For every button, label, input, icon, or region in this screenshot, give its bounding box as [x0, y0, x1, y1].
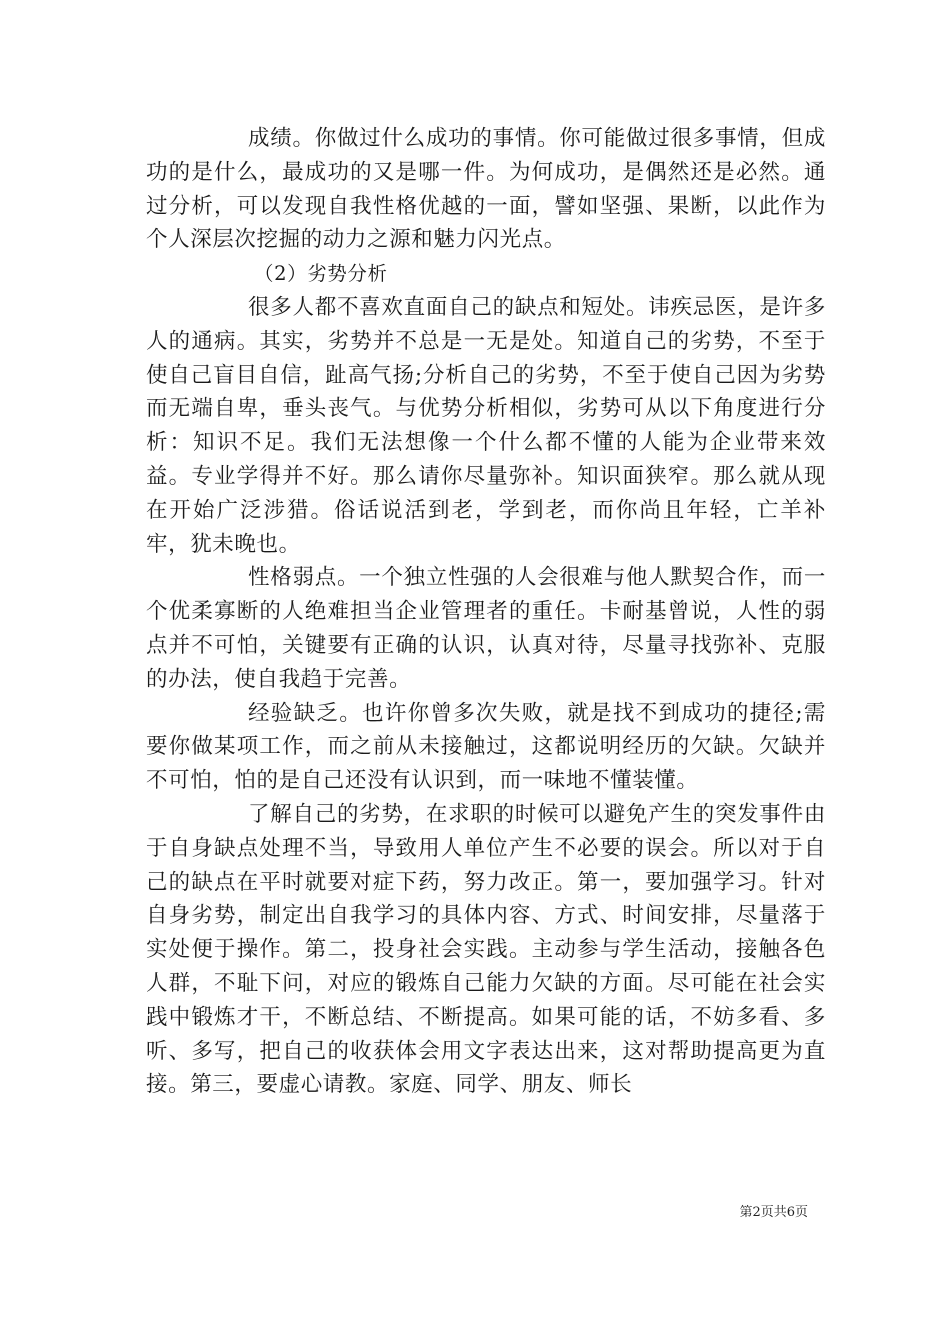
document-body [146, 122, 826, 1102]
page-number: 第2页共6页 [739, 1205, 808, 1220]
paragraph-lack-of-experience: 经验缺乏。也许你曾多次失败，就是找不到成功的捷径;需要你做某项工作，而之前从未接触过，这都说明经历的欠缺。欠缺并不可怕，怕的是自己还没有认识到，而一味地不懂装懂。 [146, 700, 826, 794]
paragraph-improvement-methods: 了解自己的劣势，在求职的时候可以避免产生的突发事件由于自身缺点处理不当，导致用人单位产生不必要的误会。所以对于自己的缺点在平时就要对症下药，努力改正。第一，要加强学习。针对自身劣势，制定出自我学习的具体内容、方式、时间安排，尽量落于实处便于操作。第二，投身社会实践。主动参与学生活动，接触各色人群，不耻下问，对应的锻炼自己能力欠缺的方面。尽可能在社会实践中锻炼才干，不断总结、不断提高。如果可能的话，不妨多看、多听、多写，把自己的收获体会用文字表达出来，这对帮助提高更为直接。第三，要虚心请教。家庭、同学、朋友、师长 [146, 801, 826, 1098]
paragraph-achievements: 成绩。你做过什么成功的事情。你可能做过很多事情，但成功的是什么，最成功的又是哪一件。为何成功，是偶然还是必然。通过分析，可以发现自我性格优越的一面，譬如坚强、果断，以此作为个人深层次挖掘的动力之源和魅力闪光点。 [146, 126, 826, 253]
paragraph-weakness-intro: 很多人都不喜欢直面自己的缺点和短处。讳疾忌医，是许多人的通病。其实，劣势并不总是一无是处。知道自己的劣势，不至于使自己盲目自信，趾高气扬;分析自己的劣势，不至于使自己因为劣势而无端自卑，垂头丧气。与优势分析相似，劣势可从以下角度进行分析：知识不足。我们无法想像一个什么都不懂的人能为企业带来效益。专业学得并不好。那么请你尽量弥补。知识面狭窄。那么就从现在开始广泛涉猎。俗话说活到老，学到老，而你尚且年轻，亡羊补牢，犹未晚也。 [146, 294, 826, 557]
paragraph-character-weakness: 性格弱点。一个独立性强的人会很难与他人默契合作，而一个优柔寡断的人绝难担当企业管理者的重任。卡耐基曾说，人性的弱点并不可怕，关键要有正确的认识，认真对待，尽量寻找弥补、克服的办法，使自我趋于完善。 [146, 565, 826, 692]
section-heading-weakness-analysis: （2）劣势分析 [254, 262, 388, 286]
